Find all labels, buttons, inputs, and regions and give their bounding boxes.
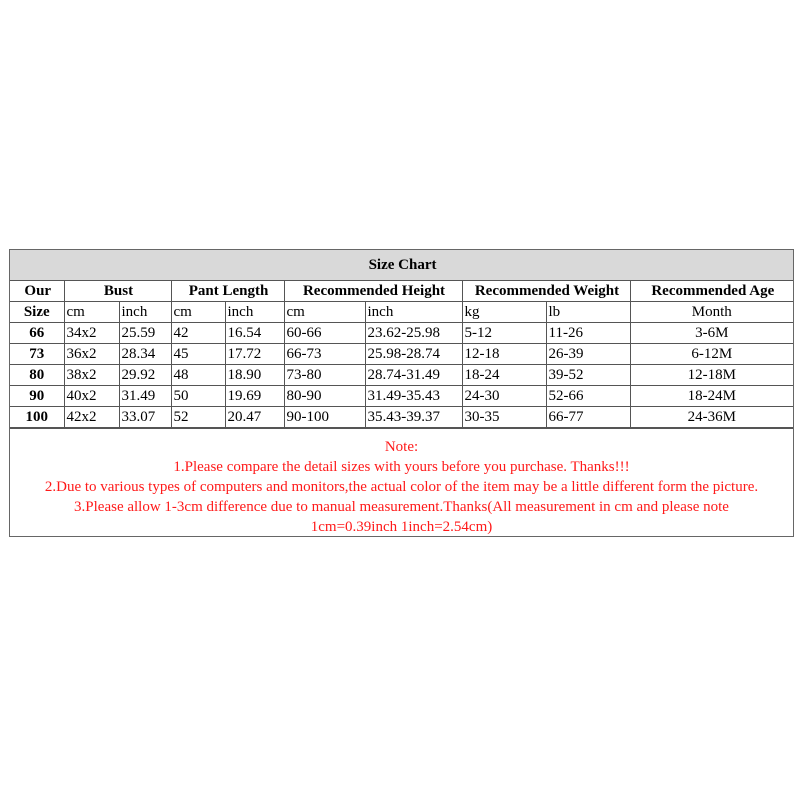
table-row (10, 386, 793, 407)
unit-row (10, 302, 793, 323)
size-chart (9, 249, 794, 537)
cell-height-inch: 23.62-25.98 (365, 323, 462, 344)
header-recommended-age: Recommended Age (630, 281, 793, 302)
cell-pant-cm: 50 (171, 386, 225, 407)
cell-bust-cm: 40x2 (64, 386, 119, 407)
cell-bust-inch: 25.59 (119, 323, 171, 344)
cell-height-inch: 35.43-39.37 (365, 407, 462, 428)
cell-weight-kg: 30-35 (462, 407, 546, 428)
cell-weight-kg: 24-30 (462, 386, 546, 407)
header-recommended-height: Recommended Height (284, 281, 462, 302)
table-row (10, 323, 793, 344)
cell-bust-cm: 38x2 (64, 365, 119, 386)
table-row (10, 365, 793, 386)
cell-height-cm: 73-80 (284, 365, 365, 386)
cell-size: 66 (10, 323, 64, 344)
cell-pant-cm: 42 (171, 323, 225, 344)
cell-age: 6-12M (630, 344, 793, 365)
cell-height-cm: 80-90 (284, 386, 365, 407)
cell-weight-kg: 12-18 (462, 344, 546, 365)
unit-weight-kg: kg (462, 302, 546, 323)
cell-height-cm: 90-100 (284, 407, 365, 428)
header-row (10, 281, 793, 302)
cell-bust-cm: 42x2 (64, 407, 119, 428)
cell-size: 90 (10, 386, 64, 407)
cell-height-cm: 60-66 (284, 323, 365, 344)
cell-height-inch: 25.98-28.74 (365, 344, 462, 365)
notes-heading: Note: (384, 439, 419, 455)
unit-bust-inch: inch (119, 302, 171, 323)
cell-weight-kg: 5-12 (462, 323, 546, 344)
header-recommended-weight: Recommended Weight (462, 281, 630, 302)
table-row (10, 407, 793, 428)
cell-pant-cm: 45 (171, 344, 225, 365)
cell-age: 12-18M (630, 365, 793, 386)
cell-height-inch: 28.74-31.49 (365, 365, 462, 386)
size-chart-title: Size Chart (10, 250, 793, 281)
cell-height-inch: 31.49-35.43 (365, 386, 462, 407)
cell-age: 24-36M (630, 407, 793, 428)
header-pant-length: Pant Length (171, 281, 284, 302)
cell-height-cm: 66-73 (284, 344, 365, 365)
cell-weight-lb: 11-26 (546, 323, 630, 344)
unit-age-month: Month (630, 302, 793, 323)
cell-weight-lb: 66-77 (546, 407, 630, 428)
unit-weight-lb: lb (546, 302, 630, 323)
unit-pant-inch: inch (225, 302, 284, 323)
unit-bust-cm: cm (64, 302, 119, 323)
cell-pant-inch: 17.72 (225, 344, 284, 365)
cell-bust-inch: 29.92 (119, 365, 171, 386)
cell-size: 80 (10, 365, 64, 386)
cell-pant-inch: 18.90 (225, 365, 284, 386)
cell-bust-inch: 28.34 (119, 344, 171, 365)
unit-height-inch: inch (365, 302, 462, 323)
title-row (10, 250, 793, 281)
table-row (10, 344, 793, 365)
cell-bust-cm: 36x2 (64, 344, 119, 365)
size-chart-table (10, 250, 793, 428)
cell-pant-inch: 19.69 (225, 386, 284, 407)
cell-age: 3-6M (630, 323, 793, 344)
cell-weight-lb: 52-66 (546, 386, 630, 407)
cell-bust-inch: 31.49 (119, 386, 171, 407)
cell-weight-kg: 18-24 (462, 365, 546, 386)
cell-size: 100 (10, 407, 64, 428)
cell-bust-inch: 33.07 (119, 407, 171, 428)
notes-section (10, 428, 793, 536)
cell-pant-cm: 48 (171, 365, 225, 386)
note-line-3: 3.Please allow 1-3cm difference due to manual measurement.Thanks(All measurement in cm and please note (74, 499, 729, 515)
cell-pant-inch: 20.47 (225, 407, 284, 428)
header-size: Size (10, 302, 64, 323)
cell-weight-lb: 39-52 (546, 365, 630, 386)
note-line-4: 1cm=0.39inch 1inch=2.54cm) (310, 519, 493, 535)
note-line-2: 2.Due to various types of computers and monitors,the actual color of the item may be a little different form the picture. (44, 479, 759, 495)
unit-height-cm: cm (284, 302, 365, 323)
cell-pant-cm: 52 (171, 407, 225, 428)
header-our: Our (10, 281, 64, 302)
cell-pant-inch: 16.54 (225, 323, 284, 344)
unit-pant-cm: cm (171, 302, 225, 323)
cell-bust-cm: 34x2 (64, 323, 119, 344)
cell-weight-lb: 26-39 (546, 344, 630, 365)
header-bust: Bust (64, 281, 171, 302)
cell-age: 18-24M (630, 386, 793, 407)
cell-size: 73 (10, 344, 64, 365)
note-line-1: 1.Please compare the detail sizes with yours before you purchase. Thanks!!! (173, 459, 630, 475)
